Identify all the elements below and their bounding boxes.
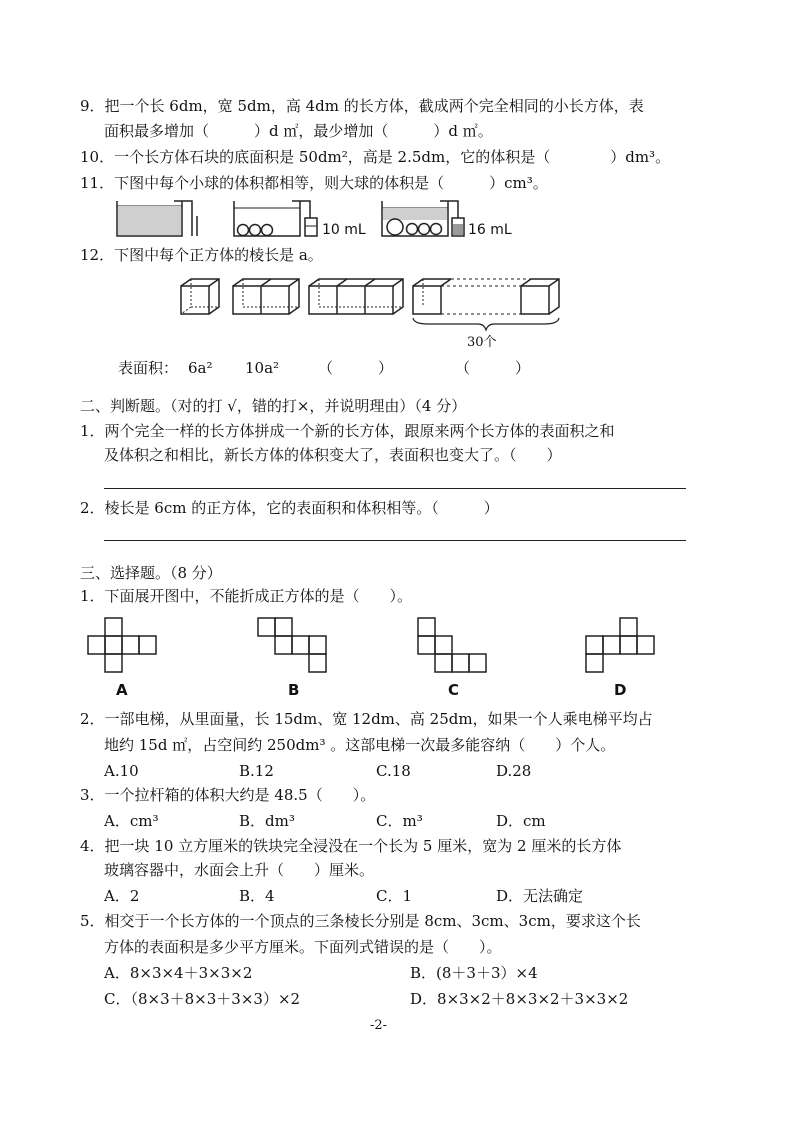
q12-surface-label: 表面积：	[118, 359, 179, 377]
net-d	[586, 618, 654, 672]
s3-q2-option-c: C.18	[376, 762, 411, 780]
s3-q2-option-a: A.10	[104, 762, 139, 780]
s3-q5-option-a: A．8×3×4＋3×3×2	[104, 964, 253, 982]
s3-q2-option-b: B.12	[239, 762, 274, 780]
q12-blank-3: （ ）	[318, 359, 394, 377]
s2-q2-answer-line	[104, 540, 686, 541]
s3-q5-option-c: C．（8×3＋8×3＋3×3）×2	[104, 990, 301, 1008]
section3-heading: 三、选择题。（8 分）	[80, 564, 222, 582]
q12-blank-4: （ ）	[455, 359, 531, 377]
s3-q5-option-d: D．8×3×2＋8×3×2＋3×3×2	[410, 990, 629, 1008]
s3-q4-option-d: D．无法确定	[496, 887, 584, 905]
s3-q3-option-a: A．cm³	[104, 812, 159, 830]
net-a	[88, 618, 156, 672]
s3-q5-option-b: B．(8＋3＋3）×4	[410, 964, 538, 982]
s2-q1-line1: 1．两个完全一样的长方体拼成一个新的长方体，跟原来两个长方体的表面积之和	[80, 422, 615, 440]
s3-q4-line1: 4．把一块 10 立方厘米的铁块完全浸没在一个长为 5 厘米，宽为 2 厘米的长方体	[80, 837, 622, 855]
q11-text: 11．下图中每个小球的体积都相等，则大球的体积是（ ）cm³。	[80, 174, 548, 192]
page-number: -2-	[370, 1018, 388, 1033]
cube-row-2	[233, 279, 299, 314]
q12-cube-figure	[178, 276, 558, 326]
s3-q3-text: 3．一个拉杆箱的体积大约是 48.5（ ）。	[80, 786, 376, 804]
s2-q1-answer-line	[104, 488, 686, 489]
net-label-b: B	[288, 681, 300, 699]
s3-q4-line2: 玻璃容器中，水面会上升（ ）厘米。	[104, 861, 375, 879]
s3-q5-line1: 5．相交于一个长方体的一个顶点的三条棱长分别是 8cm、3cm、3cm，要求这个长	[80, 912, 641, 930]
s2-q2: 2．棱长是 6cm 的正方体，它的表面积和体积相等。（ ）	[80, 499, 499, 517]
cube-row-3	[309, 279, 403, 314]
s3-q4-option-a: A．2	[104, 887, 140, 905]
s3-q4-option-b: B．4	[239, 887, 275, 905]
q12-value-2: 10a²	[245, 359, 280, 377]
net-c	[418, 618, 486, 672]
s3-q4-option-c: C．1	[376, 887, 413, 905]
s2-q1-line2: 及体积之和相比，新长方体的体积变大了，表面积也变大了。（ ）	[104, 446, 562, 464]
s3-q5-line2: 方体的表面积是多少平方厘米。下面列式错误的是（ ）。	[104, 938, 502, 956]
beaker-1	[117, 201, 197, 236]
net-b	[258, 618, 326, 672]
s3-q3-option-c: C．m³	[376, 812, 423, 830]
s3-q1-nets-figure	[88, 618, 668, 678]
q12-value-1: 6a²	[188, 359, 213, 377]
section2-heading: 二、判断题。（对的打 √，错的打×，并说明理由）（4 分）	[80, 397, 467, 415]
net-label-d: D	[614, 681, 627, 699]
cube-row-1	[181, 279, 219, 314]
q9-line1: 9．把一个长 6dm，宽 5dm，高 4dm 的长方体，截成两个完全相同的小长方体，表	[80, 97, 644, 115]
q10-text: 10．一个长方体石块的底面积是 50dm²，高是 2.5dm，它的体积是（ ）dm³。	[80, 148, 671, 166]
net-label-a: A	[116, 681, 128, 699]
q12-count-label: 30个	[467, 335, 497, 350]
cube-row-30	[413, 279, 559, 330]
s3-q3-option-d: D．cm	[496, 812, 546, 830]
q11-label-10ml: 10 mL	[322, 222, 366, 238]
s3-q2-option-d: D.28	[496, 762, 532, 780]
s3-q3-option-b: B．dm³	[239, 812, 295, 830]
q9-line2: 面积最多增加（ ）d ㎡，最少增加（ ）d ㎡。	[104, 122, 493, 140]
beaker-3	[382, 201, 464, 236]
q11-label-16ml: 16 mL	[468, 222, 512, 238]
s3-q1-text: 1．下面展开图中，不能折成正方体的是（ ）。	[80, 587, 413, 605]
q12-text: 12．下图中每个正方体的棱长是 a。	[80, 246, 323, 264]
s3-q2-line2: 地约 15d ㎡，占空间约 250dm³ 。这部电梯一次最多能容纳（ ）个人。	[104, 736, 616, 754]
beaker-2	[234, 201, 317, 236]
net-label-c: C	[448, 681, 460, 699]
s3-q2-line1: 2．一部电梯，从里面量，长 15dm、宽 12dm、高 25dm，如果一个人乘电梯平均占	[80, 710, 653, 728]
